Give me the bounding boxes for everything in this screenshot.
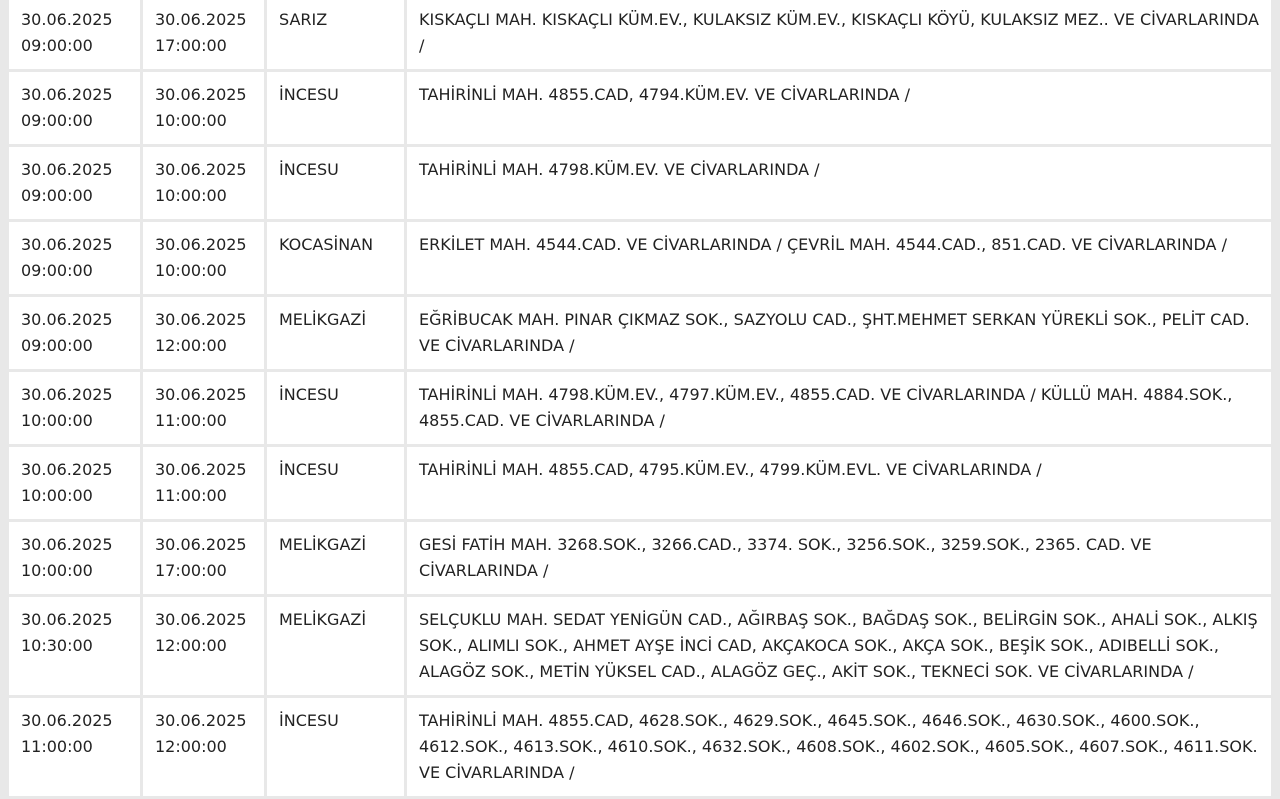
start-datetime-cell [9, 698, 140, 796]
end-datetime-cell [143, 698, 264, 796]
district-cell: KOCASİNAN [267, 222, 404, 294]
start-date: 30.06.2025 [21, 235, 113, 254]
start-date: 30.06.2025 [21, 160, 113, 179]
address-cell: TAHİRİNLİ MAH. 4798.KÜM.EV., 4797.KÜM.EV., 4855.CAD. VE CİVARLARINDA / KÜLLÜ MAH. 4884.SOK., 4855.CAD. VE CİVARLARINDA / [407, 372, 1271, 444]
end-datetime-cell [143, 147, 264, 219]
district-cell: MELİKGAZİ [267, 597, 404, 695]
end-datetime-cell [143, 447, 264, 519]
start-datetime-cell [9, 522, 140, 594]
start-date: 30.06.2025 [21, 460, 113, 479]
table-row [9, 0, 1271, 69]
address-cell: GESİ FATİH MAH. 3268.SOK., 3266.CAD., 3374. SOK., 3256.SOK., 3259.SOK., 2365. CAD. VE CİVARLARINDA / [407, 522, 1271, 594]
end-time: 17:00:00 [155, 36, 227, 55]
start-date: 30.06.2025 [21, 535, 113, 554]
start-datetime-cell [9, 597, 140, 695]
end-datetime-cell [143, 522, 264, 594]
table-row [9, 147, 1271, 219]
start-time: 09:00:00 [21, 186, 93, 205]
table-row [9, 447, 1271, 519]
start-date: 30.06.2025 [21, 610, 113, 629]
address-cell: TAHİRİNLİ MAH. 4798.KÜM.EV. VE CİVARLARINDA / [407, 147, 1271, 219]
end-date: 30.06.2025 [155, 85, 247, 104]
start-datetime-cell [9, 147, 140, 219]
end-datetime-cell [143, 222, 264, 294]
district-cell: MELİKGAZİ [267, 297, 404, 369]
district-cell: İNCESU [267, 698, 404, 796]
start-datetime-cell [9, 297, 140, 369]
end-date: 30.06.2025 [155, 610, 247, 629]
address-cell: KISKAÇLI MAH. KISKAÇLI KÜM.EV., KULAKSIZ KÜM.EV., KISKAÇLI KÖYÜ, KULAKSIZ MEZ.. VE CİVARLARINDA / [407, 0, 1271, 69]
start-date: 30.06.2025 [21, 10, 113, 29]
end-time: 17:00:00 [155, 561, 227, 580]
district-cell: İNCESU [267, 147, 404, 219]
address-cell: TAHİRİNLİ MAH. 4855.CAD, 4794.KÜM.EV. VE CİVARLARINDA / [407, 72, 1271, 144]
start-time: 09:00:00 [21, 336, 93, 355]
table-row [9, 698, 1271, 796]
start-datetime-cell [9, 222, 140, 294]
table-row [9, 297, 1271, 369]
table-row [9, 597, 1271, 695]
start-datetime-cell [9, 447, 140, 519]
start-date: 30.06.2025 [21, 310, 113, 329]
end-datetime-cell [143, 297, 264, 369]
start-time: 09:00:00 [21, 36, 93, 55]
end-time: 11:00:00 [155, 411, 227, 430]
start-date: 30.06.2025 [21, 85, 113, 104]
end-date: 30.06.2025 [155, 535, 247, 554]
end-date: 30.06.2025 [155, 10, 247, 29]
address-cell: SELÇUKLU MAH. SEDAT YENİGÜN CAD., AĞIRBAŞ SOK., BAĞDAŞ SOK., BELİRGİN SOK., AHALİ SOK., ALKIŞ SOK., ALIMLI SOK., AHMET AYŞE İNCİ CAD, AKÇAKOCA SOK., AKÇA SOK., BEŞİK SOK., ADIBELLİ SOK., ALAGÖZ SOK., METİN YÜKSEL CAD., ALAGÖZ GEÇ., AKİT SOK., TEKNECİ SOK. VE CİVARLARINDA / [407, 597, 1271, 695]
end-time: 11:00:00 [155, 486, 227, 505]
end-date: 30.06.2025 [155, 385, 247, 404]
start-time: 09:00:00 [21, 111, 93, 130]
start-time: 11:00:00 [21, 737, 93, 756]
end-time: 10:00:00 [155, 186, 227, 205]
table-row [9, 222, 1271, 294]
start-datetime-cell [9, 72, 140, 144]
address-cell: ERKİLET MAH. 4544.CAD. VE CİVARLARINDA / ÇEVRİL MAH. 4544.CAD., 851.CAD. VE CİVARLARINDA / [407, 222, 1271, 294]
end-time: 10:00:00 [155, 111, 227, 130]
district-cell: İNCESU [267, 72, 404, 144]
end-time: 12:00:00 [155, 336, 227, 355]
district-cell: İNCESU [267, 372, 404, 444]
start-datetime-cell [9, 372, 140, 444]
end-date: 30.06.2025 [155, 235, 247, 254]
end-datetime-cell [143, 0, 264, 69]
table-row [9, 72, 1271, 144]
district-cell: İNCESU [267, 447, 404, 519]
start-time: 10:00:00 [21, 486, 93, 505]
table-row [9, 372, 1271, 444]
start-time: 09:00:00 [21, 261, 93, 280]
end-datetime-cell [143, 372, 264, 444]
end-time: 12:00:00 [155, 636, 227, 655]
start-datetime-cell [9, 0, 140, 69]
end-date: 30.06.2025 [155, 711, 247, 730]
end-date: 30.06.2025 [155, 310, 247, 329]
outage-table [6, 0, 1274, 799]
end-date: 30.06.2025 [155, 460, 247, 479]
start-date: 30.06.2025 [21, 711, 113, 730]
start-time: 10:00:00 [21, 561, 93, 580]
address-cell: TAHİRİNLİ MAH. 4855.CAD, 4628.SOK., 4629.SOK., 4645.SOK., 4646.SOK., 4630.SOK., 4600.SOK., 4612.SOK., 4613.SOK., 4610.SOK., 4632.SOK., 4608.SOK., 4602.SOK., 4605.SOK., 4607.SOK., 4611.SOK. VE CİVARLARINDA / [407, 698, 1271, 796]
start-date: 30.06.2025 [21, 385, 113, 404]
table-row [9, 522, 1271, 594]
start-time: 10:00:00 [21, 411, 93, 430]
district-cell: MELİKGAZİ [267, 522, 404, 594]
table-body [9, 0, 1271, 796]
end-time: 12:00:00 [155, 737, 227, 756]
end-date: 30.06.2025 [155, 160, 247, 179]
end-time: 10:00:00 [155, 261, 227, 280]
address-cell: EĞRİBUCAK MAH. PINAR ÇIKMAZ SOK., SAZYOLU CAD., ŞHT.MEHMET SERKAN YÜREKLİ SOK., PELİT CAD. VE CİVARLARINDA / [407, 297, 1271, 369]
start-time: 10:30:00 [21, 636, 93, 655]
district-cell: SARIZ [267, 0, 404, 69]
address-cell: TAHİRİNLİ MAH. 4855.CAD, 4795.KÜM.EV., 4799.KÜM.EVL. VE CİVARLARINDA / [407, 447, 1271, 519]
end-datetime-cell [143, 72, 264, 144]
end-datetime-cell [143, 597, 264, 695]
